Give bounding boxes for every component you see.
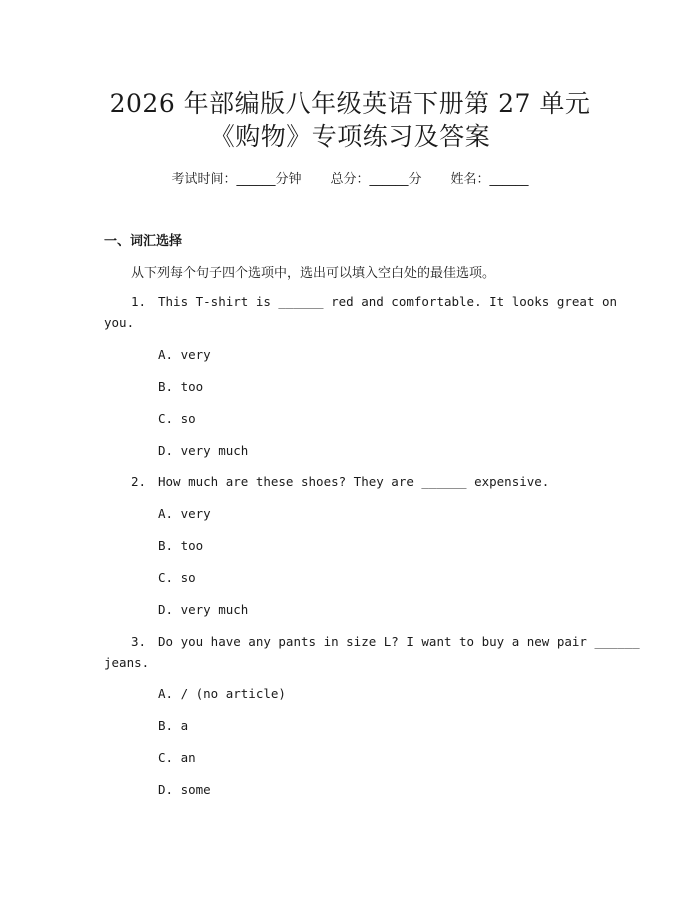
question-number: 2. (131, 474, 147, 489)
exam-time-field: 考试时间：______分钟 (171, 172, 302, 187)
question-2 (131, 474, 549, 489)
document-title-line-1: 2026 年部编版八年级英语下册第 27 单元 (109, 89, 591, 118)
question-1 (131, 294, 617, 309)
question-1-option-d: D. very much (158, 443, 249, 458)
question-number: 1. (131, 294, 147, 309)
question-number: 3. (131, 634, 147, 649)
question-1-option-c: C. so (158, 411, 196, 426)
question-2-option-d: D. very much (158, 602, 249, 617)
question-3 (131, 634, 640, 649)
question-3-option-c: C. an (158, 750, 196, 765)
question-2-option-c: C. so (158, 570, 196, 585)
document-title-line-2: 《购物》专项练习及答案 (209, 122, 491, 151)
question-text: Do you have any pants in size L? I want to buy a new pair ______ (158, 634, 640, 649)
question-3-continuation: jeans. (104, 655, 150, 670)
question-text: How much are these shoes? They are ______ expensive. (158, 474, 550, 489)
total-score-field: 总分：______分 (330, 172, 422, 187)
exam-meta-line (0, 168, 700, 187)
question-1-continuation: you. (104, 315, 135, 330)
section-heading-vocabulary: 一、词汇选择 (104, 234, 183, 249)
question-text: This T-shirt is ______ red and comfortable. It looks great on (158, 294, 618, 309)
student-name-field: 姓名：______ (450, 172, 529, 187)
question-3-option-a: A. / (no article) (158, 686, 286, 701)
section-instruction: 从下列每个句子四个选项中，选出可以填入空白处的最佳选项。 (131, 266, 496, 281)
question-1-option-b: B. too (158, 379, 204, 394)
question-3-option-b: B. a (158, 718, 189, 733)
question-2-option-a: A. very (158, 506, 211, 521)
question-1-option-a: A. very (158, 347, 211, 362)
question-3-option-d: D. some (158, 782, 211, 797)
question-2-option-b: B. too (158, 538, 204, 553)
